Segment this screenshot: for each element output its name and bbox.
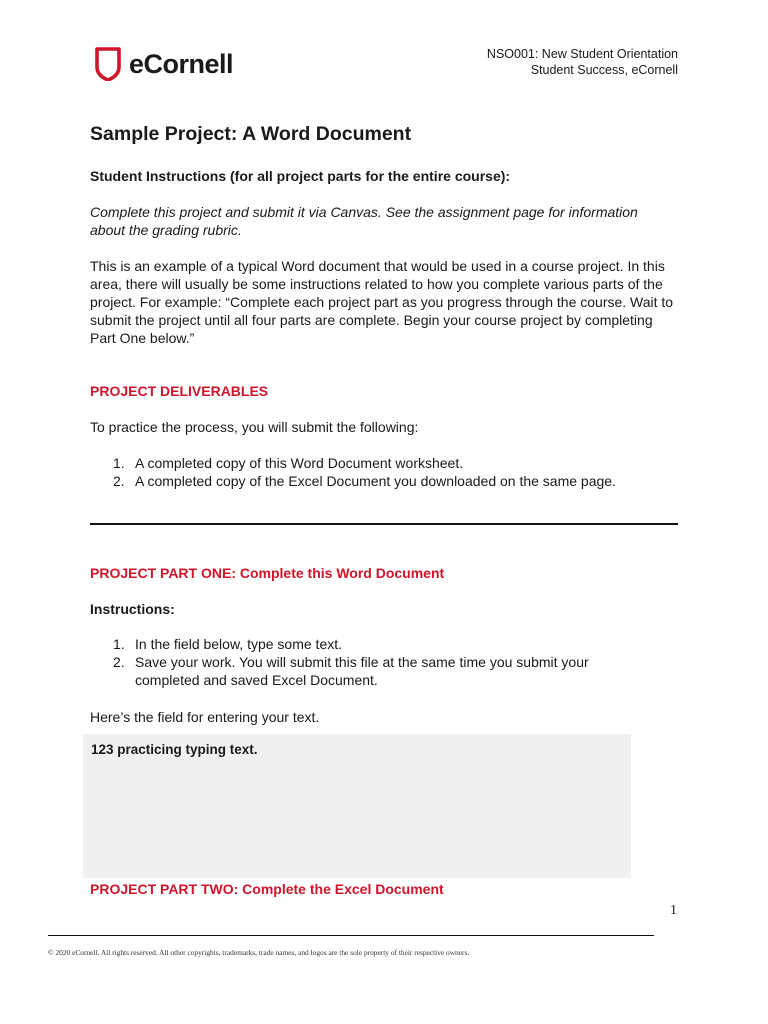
list-item: [90, 635, 650, 653]
list-number: 1.: [113, 455, 125, 471]
list-item: [90, 653, 650, 689]
shield-icon: [95, 47, 121, 81]
course-title: NSO001: New Student Orientation: [486, 47, 678, 61]
part-one-instructions-list: [90, 635, 650, 689]
part-one-heading: PROJECT PART ONE: Complete this Word Document: [90, 565, 445, 581]
list-text: In the field below, type some text.: [135, 636, 343, 652]
text-entry-field[interactable]: [83, 734, 631, 878]
instructions-heading: Student Instructions (for all project parts for the entire course):: [90, 168, 511, 184]
list-number: 2.: [113, 654, 125, 670]
list-text: A completed copy of this Word Document worksheet.: [135, 455, 464, 471]
text-entry-value[interactable]: 123 practicing typing text.: [91, 742, 258, 757]
logo-wordmark: eCornell: [129, 48, 234, 79]
deliverables-heading: PROJECT DELIVERABLES: [90, 383, 269, 399]
list-item: [90, 454, 690, 472]
list-number: 2.: [113, 473, 125, 489]
course-subtitle: Student Success, eCornell: [530, 63, 678, 77]
page-number: 1: [670, 903, 677, 918]
instructions-label: Instructions:: [90, 601, 175, 617]
deliverables-lead: To practice the process, you will submit the following:: [90, 419, 419, 435]
list-number: 1.: [113, 636, 125, 652]
field-lead: Here’s the field for entering your text.: [90, 709, 320, 725]
copyright-footer: © 2020 eCornell. All rights reserved. All other copyrights, trademarks, trade names, and logos are the sole property of their respective owners.: [48, 948, 470, 957]
section-divider: [90, 523, 678, 525]
page-title: Sample Project: A Word Document: [90, 123, 412, 145]
ecornell-logo: [95, 44, 233, 84]
deliverables-list: [90, 454, 690, 490]
list-text: Save your work. You will submit this file at the same time you submit your completed and saved Excel Document.: [135, 654, 589, 688]
part-two-heading: PROJECT PART TWO: Complete the Excel Document: [90, 881, 444, 897]
header-course-info: [487, 46, 678, 78]
footer-divider: [48, 935, 654, 936]
intro-paragraph: This is an example of a typical Word document that would be used in a course project. In this area, there will usually be some instructions related to how you complete various parts of the project. For example: “Complete each project part as you progress through the course. Wait to submit the project until all four parts are complete. Begin your course project by completing Part One below.”: [90, 258, 674, 346]
list-item: [90, 472, 690, 490]
italic-note: Complete this project and submit it via Canvas. See the assignment page for information about the grading rubric.: [90, 204, 638, 238]
list-text: A completed copy of the Excel Document you downloaded on the same page.: [135, 473, 616, 489]
